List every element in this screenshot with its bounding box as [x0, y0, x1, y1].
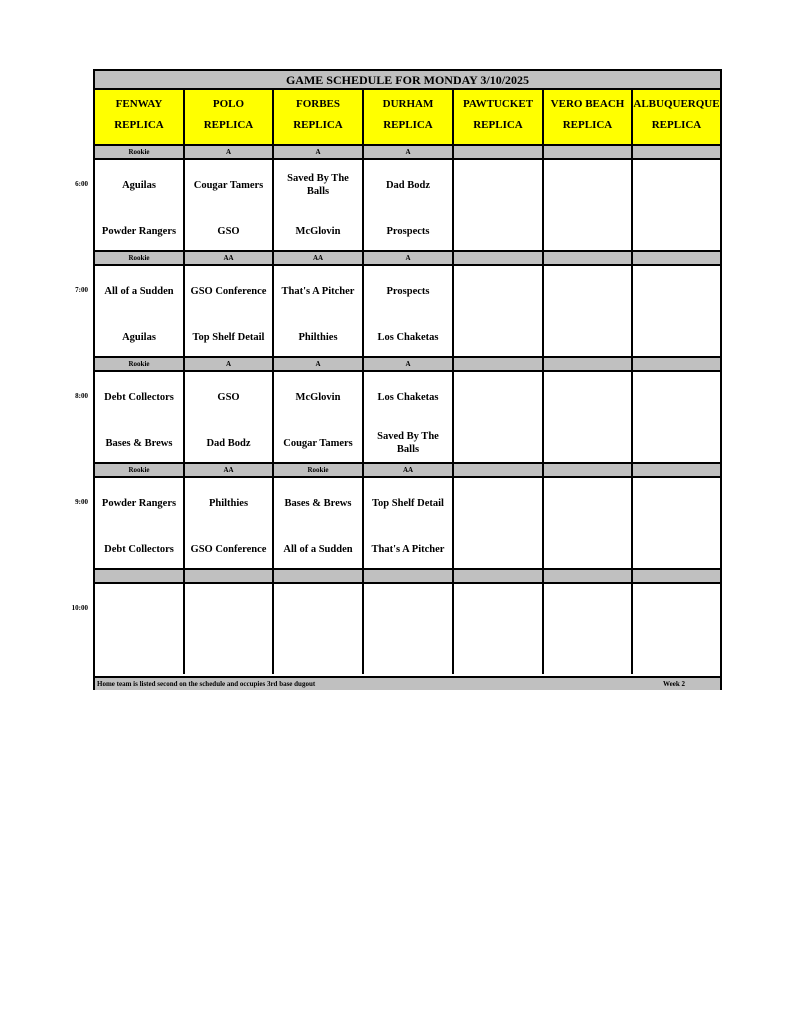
game-cell: [274, 372, 364, 462]
game-cell: [274, 478, 364, 568]
away-team: [276, 596, 360, 622]
level-cell: Rookie: [95, 146, 185, 158]
game-cell: [185, 266, 274, 356]
away-team: [635, 490, 718, 516]
away-team: [546, 278, 629, 304]
home-team: [456, 536, 540, 562]
field-name: VERO BEACH: [550, 98, 625, 110]
game-block: [95, 584, 720, 674]
game-block: [95, 160, 720, 250]
level-cell: [274, 570, 364, 582]
game-cell: [544, 478, 633, 568]
away-team: Philthies: [208, 497, 249, 509]
field-sub: REPLICA: [203, 119, 254, 131]
level-band: [95, 144, 720, 160]
home-team: [635, 536, 718, 562]
field-sub: REPLICA: [114, 119, 164, 131]
game-cell: [454, 584, 544, 674]
home-team: [456, 642, 540, 668]
home-team: Dad Bodz: [206, 437, 251, 449]
level-cell: A: [185, 146, 274, 158]
level-band: [95, 356, 720, 372]
game-cell: [454, 478, 544, 568]
time-label: 6:00: [75, 180, 88, 188]
level-cell: [454, 358, 544, 370]
level-cell: A: [274, 146, 364, 158]
away-team: Dad Bodz: [385, 179, 431, 191]
home-team-note: Home team is listed second on the schedule and occupies 3rd base dugout: [97, 680, 316, 688]
level-cell: A: [364, 358, 454, 370]
game-cell: [544, 584, 633, 674]
game-cell: [95, 478, 185, 568]
level-cell: Rookie: [95, 464, 185, 476]
game-cell: [454, 266, 544, 356]
home-team: [546, 218, 629, 244]
home-team: [456, 324, 540, 350]
home-team: [635, 430, 718, 456]
level-cell: [544, 570, 633, 582]
level-band: [95, 568, 720, 584]
away-team: [366, 596, 450, 622]
game-cell: [544, 160, 633, 250]
home-team: [635, 324, 718, 350]
level-cell: [633, 252, 720, 264]
week-label: Week 2: [663, 680, 685, 688]
level-cell: A: [364, 146, 454, 158]
game-cell: [95, 584, 185, 674]
time-label: 9:00: [75, 498, 88, 506]
level-cell: AA: [185, 252, 274, 264]
away-team: All of a Sudden: [104, 285, 174, 297]
level-cell: Rookie: [274, 464, 364, 476]
home-team: Powder Rangers: [101, 225, 177, 237]
away-team: Debt Collectors: [104, 391, 174, 403]
game-cell: [544, 266, 633, 356]
away-team: That's A Pitcher: [281, 285, 355, 297]
level-cell: Rookie: [95, 252, 185, 264]
level-cell: AA: [185, 464, 274, 476]
away-team: Bases & Brews: [284, 497, 352, 509]
level-cell: A: [364, 252, 454, 264]
level-cell: [95, 570, 185, 582]
away-team: Powder Rangers: [101, 497, 177, 509]
level-cell: [633, 146, 720, 158]
away-team: [456, 596, 540, 622]
home-team: [546, 536, 629, 562]
field-name: PAWTUCKET: [462, 98, 534, 110]
game-cell: [454, 160, 544, 250]
game-block: [95, 478, 720, 568]
level-cell: [633, 464, 720, 476]
field-name: FORBES: [295, 98, 340, 110]
away-team: Los Chaketas: [377, 391, 439, 403]
game-cell: [364, 160, 454, 250]
game-cell: [544, 372, 633, 462]
away-team: [546, 384, 629, 410]
level-cell: [454, 252, 544, 264]
home-team: Los Chaketas: [377, 331, 439, 343]
field-name: ALBUQUERQUE: [633, 98, 720, 110]
field-sub: REPLICA: [293, 119, 343, 131]
game-cell: [185, 372, 274, 462]
away-team: Aguilas: [122, 179, 156, 191]
level-cell: [454, 570, 544, 582]
level-cell: [544, 464, 633, 476]
home-team: Prospects: [386, 225, 430, 237]
game-cell: [364, 372, 454, 462]
away-team: McGlovin: [295, 391, 341, 403]
field-header-row: [95, 90, 720, 144]
away-team: [635, 172, 718, 198]
time-label: 10:00: [71, 604, 88, 612]
field-name: DURHAM: [382, 98, 434, 110]
away-team: [546, 490, 629, 516]
away-team: [456, 490, 540, 516]
field-sub: REPLICA: [562, 119, 613, 131]
home-team: [635, 642, 718, 668]
away-team: [546, 172, 629, 198]
home-team: GSO Conference: [190, 543, 267, 555]
game-block: [95, 372, 720, 462]
game-cell: [454, 372, 544, 462]
field-name: FENWAY: [115, 98, 163, 110]
game-cell: [274, 160, 364, 250]
level-cell: [633, 358, 720, 370]
home-team: GSO: [217, 225, 240, 237]
home-team: McGlovin: [295, 225, 341, 237]
away-team: [456, 384, 540, 410]
game-block: [95, 266, 720, 356]
level-cell: A: [185, 358, 274, 370]
field-header: [95, 90, 185, 144]
away-team: [546, 596, 629, 622]
game-cell: [95, 372, 185, 462]
home-team: [97, 642, 181, 668]
game-cell: [633, 372, 720, 462]
game-cell: [633, 160, 720, 250]
game-cell: [95, 160, 185, 250]
level-cell: [544, 358, 633, 370]
level-cell: AA: [364, 464, 454, 476]
level-cell: [185, 570, 274, 582]
level-cell: [633, 570, 720, 582]
field-header: [274, 90, 364, 144]
home-team: Debt Collectors: [104, 543, 174, 555]
level-cell: [364, 570, 454, 582]
game-cell: [185, 160, 274, 250]
home-team: Saved By The Balls: [377, 431, 439, 455]
home-team: [276, 642, 360, 668]
schedule-sheet: [93, 69, 722, 690]
away-team: [456, 172, 540, 198]
away-team: Cougar Tamers: [193, 179, 264, 191]
away-team: GSO Conference: [190, 285, 267, 297]
home-team: [187, 642, 270, 668]
level-cell: A: [274, 358, 364, 370]
field-header: [185, 90, 274, 144]
level-cell: Rookie: [95, 358, 185, 370]
schedule-footer: [95, 676, 720, 690]
home-team: [546, 324, 629, 350]
home-team: [456, 430, 540, 456]
field-header: [633, 90, 720, 144]
game-cell: [274, 584, 364, 674]
game-cell: [364, 478, 454, 568]
game-cell: [185, 584, 274, 674]
away-team: [187, 596, 270, 622]
game-cell: [364, 584, 454, 674]
game-cell: [633, 478, 720, 568]
field-sub: REPLICA: [383, 119, 433, 131]
time-label: 8:00: [75, 392, 88, 400]
away-team: [97, 596, 181, 622]
home-team: [546, 430, 629, 456]
home-team: All of a Sudden: [283, 543, 353, 555]
field-sub: REPLICA: [473, 119, 523, 131]
field-header: [454, 90, 544, 144]
away-team: [635, 278, 718, 304]
home-team: Philthies: [298, 331, 338, 343]
level-band: [95, 250, 720, 266]
field-header: [544, 90, 633, 144]
game-cell: [185, 478, 274, 568]
schedule-title: GAME SCHEDULE FOR MONDAY 3/10/2025: [95, 71, 720, 90]
home-team: [456, 218, 540, 244]
home-team: Bases & Brews: [105, 437, 173, 449]
game-cell: [274, 266, 364, 356]
home-team: [635, 218, 718, 244]
home-team: That's A Pitcher: [371, 543, 445, 555]
game-cell: [95, 266, 185, 356]
level-cell: [544, 252, 633, 264]
level-band: [95, 462, 720, 478]
game-cell: [364, 266, 454, 356]
level-cell: [454, 146, 544, 158]
home-team: Top Shelf Detail: [192, 331, 265, 343]
home-team: Aguilas: [122, 331, 156, 343]
away-team: Top Shelf Detail: [372, 497, 444, 509]
game-cell: [633, 584, 720, 674]
away-team: [635, 596, 718, 622]
home-team: [366, 642, 450, 668]
away-team: Saved By The Balls: [287, 173, 349, 197]
away-team: [635, 384, 718, 410]
home-team: Cougar Tamers: [283, 437, 353, 449]
time-label: 7:00: [75, 286, 88, 294]
field-name: POLO: [212, 98, 245, 110]
level-cell: [544, 146, 633, 158]
home-team: [546, 642, 629, 668]
away-team: [456, 278, 540, 304]
away-team: Prospects: [386, 285, 430, 297]
field-header: [364, 90, 454, 144]
away-team: GSO: [217, 391, 240, 403]
level-cell: AA: [274, 252, 364, 264]
field-sub: REPLICA: [651, 119, 702, 131]
level-cell: [454, 464, 544, 476]
game-cell: [633, 266, 720, 356]
